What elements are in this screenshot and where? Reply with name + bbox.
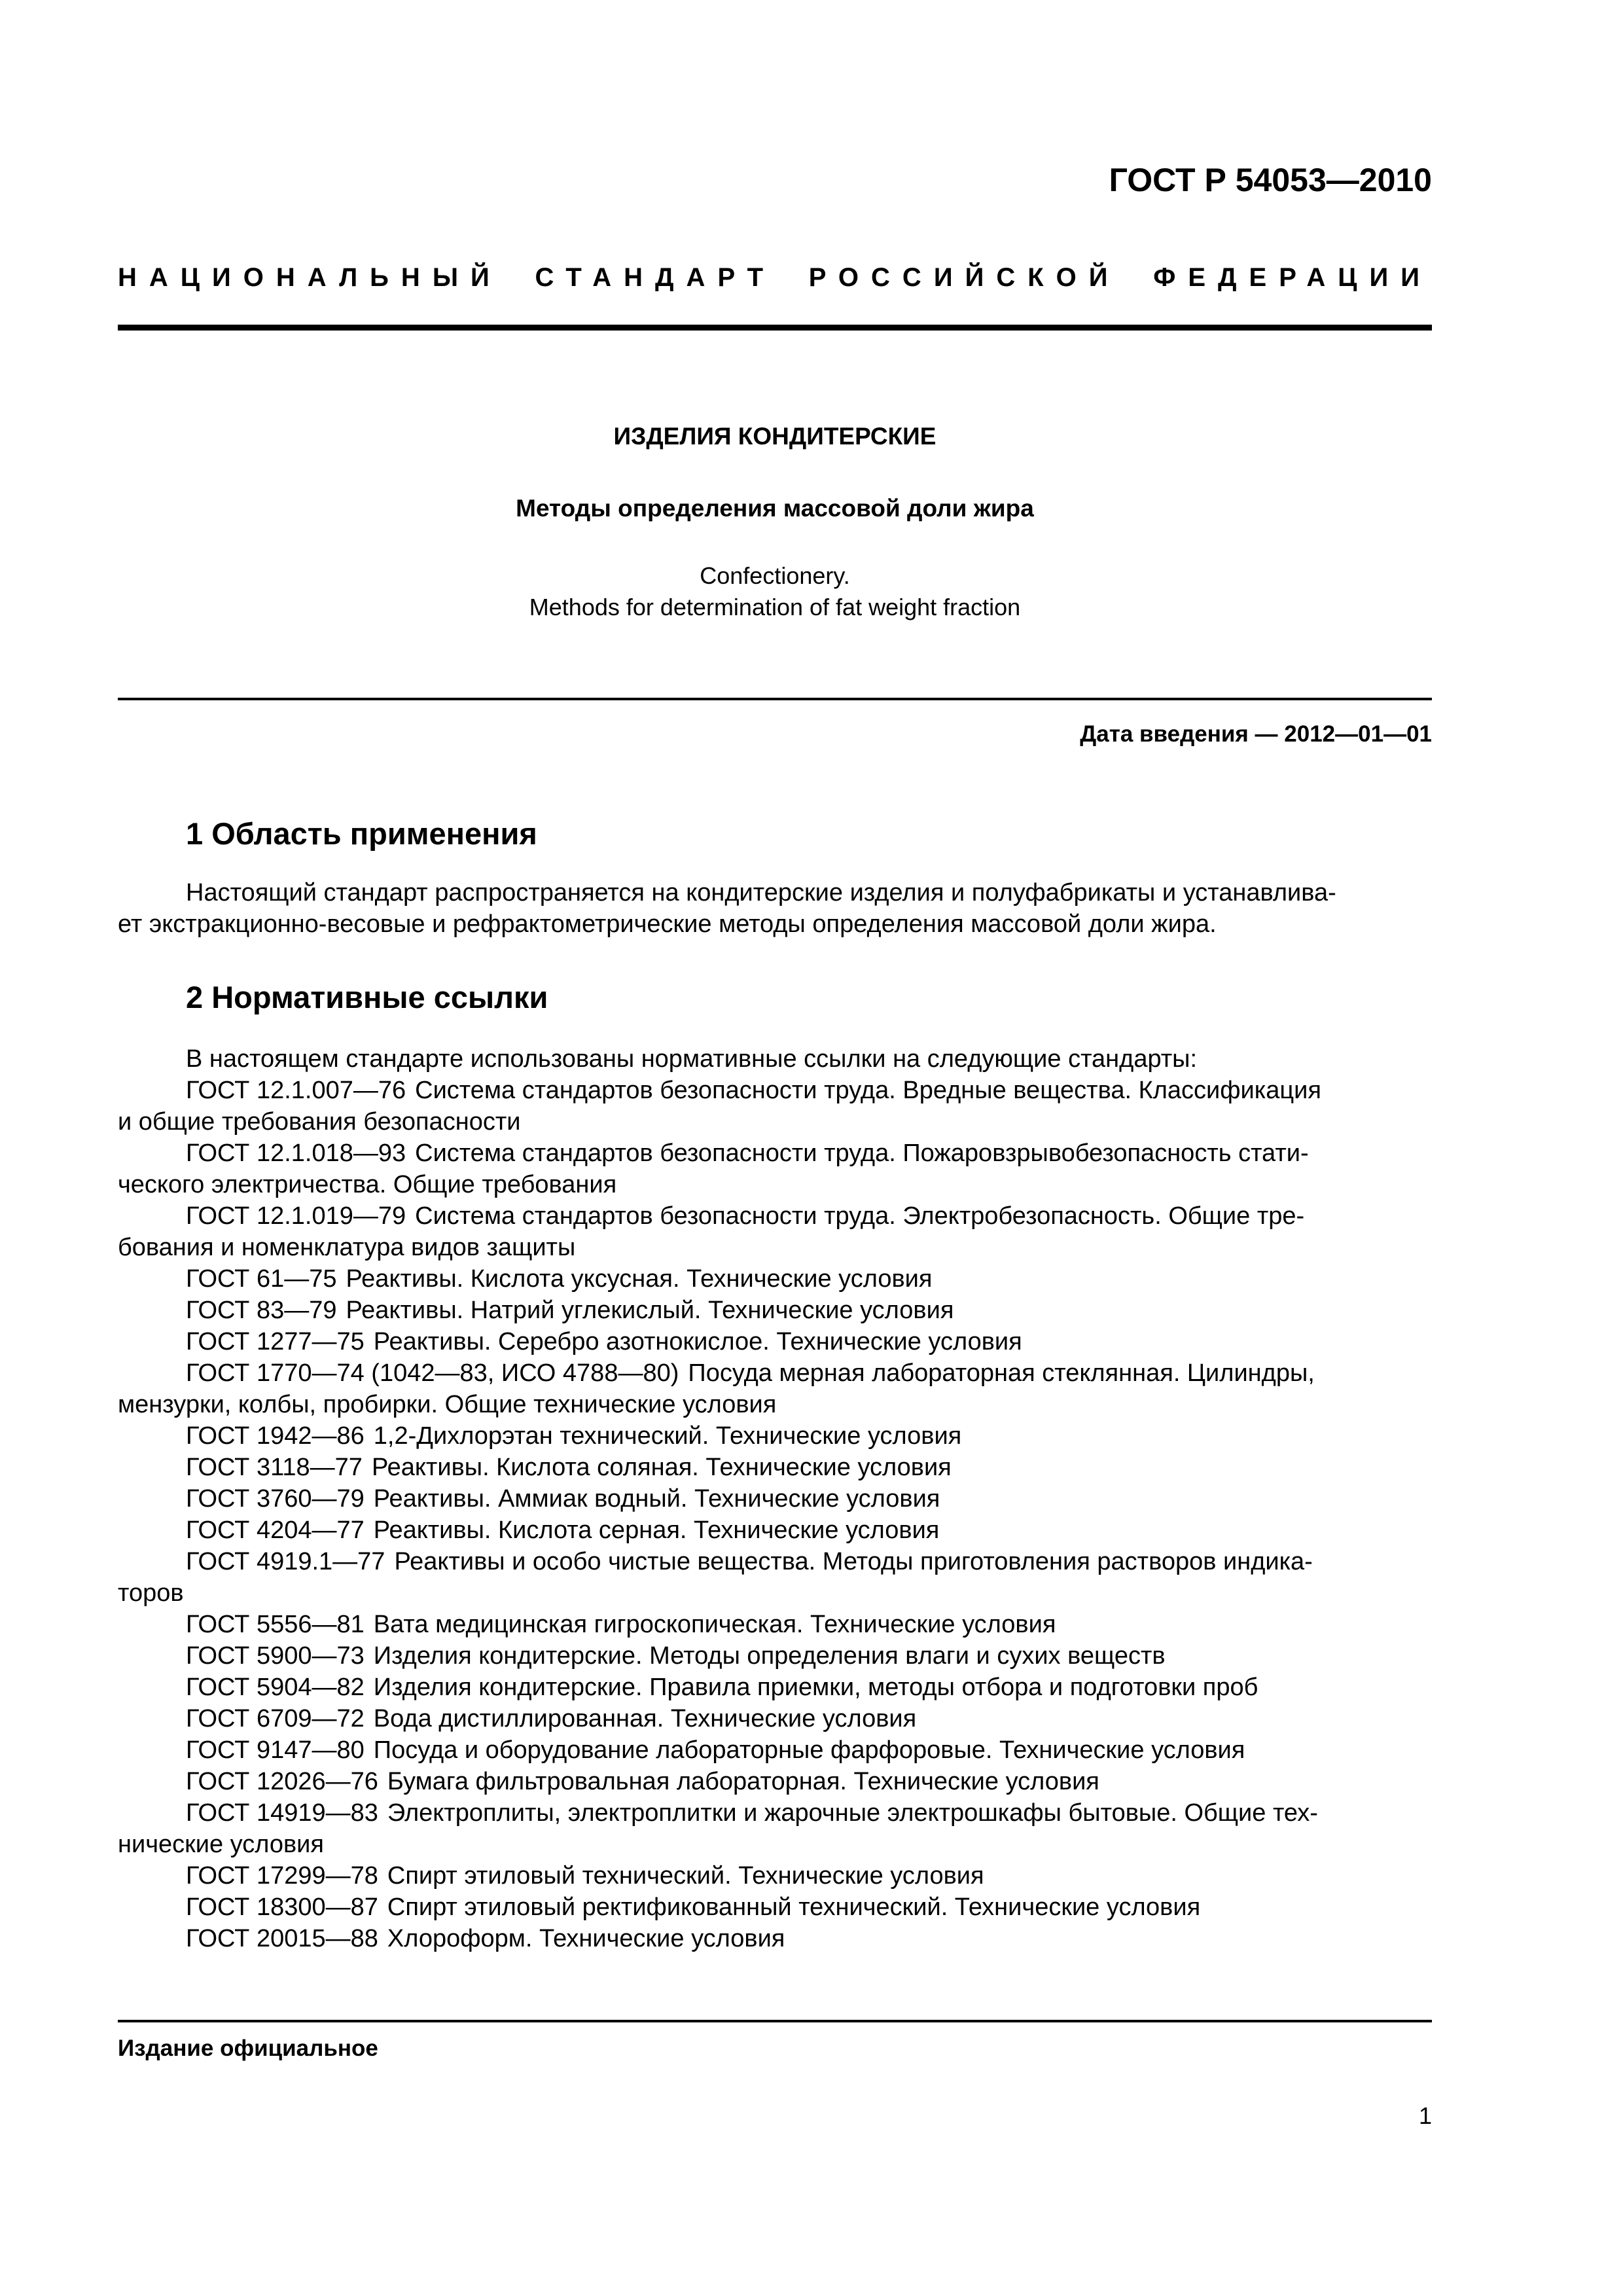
- reference-title: Спирт этиловый ректификованный технический. Технические условия: [387, 1893, 1201, 1921]
- reference-item: [118, 1892, 1432, 1923]
- title-divider: [118, 698, 1432, 700]
- reference-item: [118, 1766, 1432, 1797]
- footer-divider: [118, 2020, 1432, 2022]
- header-divider: [118, 325, 1432, 331]
- english-title-line-1: Confectionery.: [700, 562, 850, 589]
- reference-title-continuation: ческого электричества. Общие требования: [118, 1171, 617, 1198]
- national-standard-title: НАЦИОНАЛЬНЫЙ СТАНДАРТ РОССИЙСКОЙ ФЕДЕРАЦИИ: [118, 263, 1432, 292]
- reference-item: [118, 1452, 1432, 1483]
- reference-title: Вода дистиллированная. Технические условия: [373, 1705, 917, 1732]
- reference-code: ГОСТ 12.1.019—79: [186, 1202, 406, 1230]
- english-title-line-2: Methods for determination of fat weight fraction: [529, 594, 1021, 620]
- reference-title-continuation: бования и номенклатура видов защиты: [118, 1234, 576, 1261]
- reference-title: Реактивы. Серебро азотнокислое. Технические условия: [373, 1328, 1022, 1355]
- reference-title: Хлороформ. Технические условия: [387, 1925, 785, 1952]
- reference-title-continuation: и общие требования безопасности: [118, 1108, 521, 1136]
- reference-item: [118, 1326, 1432, 1357]
- reference-code: ГОСТ 17299—78: [186, 1862, 378, 1890]
- introduction-date: Дата введения — 2012—01—01: [1080, 721, 1432, 747]
- reference-item: [118, 1860, 1432, 1892]
- reference-code: ГОСТ 18300—87: [186, 1893, 378, 1921]
- reference-title: Посуда и оборудование лабораторные фарфоровые. Технические условия: [373, 1736, 1245, 1764]
- reference-code: ГОСТ 3760—79: [186, 1485, 365, 1513]
- reference-title: Система стандартов безопасности труда. Электробезопасность. Общие тре-: [415, 1202, 1305, 1230]
- reference-code: ГОСТ 4919.1—77: [186, 1548, 385, 1575]
- reference-item: [118, 1483, 1432, 1515]
- reference-code: ГОСТ 12.1.007—76: [186, 1077, 406, 1104]
- section-2-intro: В настоящем стандарте использованы нормативные ссылки на следующие стандарты:: [186, 1045, 1198, 1073]
- reference-item: [118, 1075, 1432, 1106]
- normative-references-list: [118, 1075, 1432, 1954]
- reference-title: Реактивы. Кислота соляная. Технические условия: [371, 1454, 952, 1481]
- reference-code: ГОСТ 20015—88: [186, 1925, 378, 1952]
- reference-item: [118, 1357, 1432, 1389]
- section-1-body: [118, 877, 1432, 940]
- section-1-heading: 1 Область применения: [186, 816, 537, 851]
- reference-item: [118, 1515, 1432, 1546]
- reference-code: ГОСТ 1942—86: [186, 1422, 365, 1450]
- reference-title-continuation: нические условия: [118, 1831, 324, 1858]
- reference-title: Реактивы. Аммиак водный. Технические условия: [373, 1485, 940, 1513]
- reference-title: Система стандартов безопасности труда. Вредные вещества. Классификация: [415, 1077, 1321, 1104]
- section-1-line: ет экстракционно-весовые и рефрактометрические методы определения массовой доли жира.: [118, 910, 1217, 938]
- reference-item: [118, 1672, 1432, 1703]
- reference-code: ГОСТ 61—75: [186, 1265, 337, 1293]
- reference-code: ГОСТ 12026—76: [186, 1768, 378, 1795]
- reference-title: Реактивы. Кислота уксусная. Технические условия: [346, 1265, 933, 1293]
- reference-item: [118, 1923, 1432, 1954]
- reference-title: Система стандартов безопасности труда. Пожаровзрывобезопасность стати-: [415, 1139, 1309, 1167]
- reference-item: [118, 1546, 1432, 1577]
- official-edition-label: Издание официальное: [118, 2036, 378, 2061]
- reference-code: ГОСТ 5900—73: [186, 1642, 365, 1670]
- document-title: ИЗДЕЛИЯ КОНДИТЕРСКИЕ: [613, 423, 936, 450]
- reference-title: Спирт этиловый технический. Технические условия: [387, 1862, 984, 1890]
- reference-title-continuation: торов: [118, 1579, 184, 1607]
- reference-item: [118, 1797, 1432, 1829]
- reference-code: ГОСТ 12.1.018—93: [186, 1139, 406, 1167]
- reference-title: Вата медицинская гигроскопическая. Технические условия: [373, 1611, 1056, 1638]
- reference-code: ГОСТ 1277—75: [186, 1328, 365, 1355]
- reference-item: [118, 1200, 1432, 1232]
- reference-item: [118, 1263, 1432, 1295]
- reference-item: [118, 1609, 1432, 1640]
- reference-item: [118, 1295, 1432, 1326]
- reference-title-continuation: мензурки, колбы, пробирки. Общие технические условия: [118, 1391, 777, 1418]
- english-title: [118, 560, 1432, 623]
- section-2-heading: 2 Нормативные ссылки: [186, 980, 548, 1014]
- reference-title: Реактивы и особо чистые вещества. Методы приготовления растворов индика-: [394, 1548, 1313, 1575]
- reference-title: Посуда мерная лабораторная стеклянная. Цилиндры,: [688, 1359, 1315, 1387]
- reference-title: 1,2-Дихлорэтан технический. Технические условия: [373, 1422, 962, 1450]
- reference-item: [118, 1138, 1432, 1169]
- section-2-body: [118, 1043, 1432, 1954]
- reference-code: ГОСТ 6709—72: [186, 1705, 365, 1732]
- reference-title: Реактивы. Кислота серная. Технические условия: [373, 1516, 940, 1544]
- reference-item: [118, 1420, 1432, 1452]
- document-number: ГОСТ Р 54053—2010: [1109, 162, 1432, 198]
- reference-code: ГОСТ 3118—77: [186, 1454, 363, 1481]
- reference-title: Реактивы. Натрий углекислый. Технические условия: [346, 1297, 954, 1324]
- reference-item: [118, 1640, 1432, 1672]
- reference-item: [118, 1703, 1432, 1734]
- reference-title: Электроплиты, электроплитки и жарочные электрошкафы бытовые. Общие тех-: [387, 1799, 1318, 1827]
- reference-code: ГОСТ 14919—83: [186, 1799, 378, 1827]
- reference-title: Бумага фильтровальная лабораторная. Технические условия: [387, 1768, 1099, 1795]
- reference-code: ГОСТ 1770—74 (1042—83, ИСО 4788—80): [186, 1359, 679, 1387]
- reference-code: ГОСТ 5556—81: [186, 1611, 365, 1638]
- reference-item: [118, 1734, 1432, 1766]
- reference-code: ГОСТ 4204—77: [186, 1516, 365, 1544]
- page-number: 1: [1418, 2102, 1432, 2129]
- section-1-line: Настоящий стандарт распространяется на кондитерские изделия и полуфабрикаты и устанавлива-: [186, 879, 1336, 906]
- document-subtitle: Методы определения массовой доли жира: [516, 495, 1034, 522]
- reference-title: Изделия кондитерские. Методы определения влаги и сухих веществ: [373, 1642, 1166, 1670]
- reference-code: ГОСТ 5904—82: [186, 1674, 365, 1701]
- reference-title: Изделия кондитерские. Правила приемки, методы отбора и подготовки проб: [373, 1674, 1258, 1701]
- reference-code: ГОСТ 9147—80: [186, 1736, 365, 1764]
- reference-code: ГОСТ 83—79: [186, 1297, 337, 1324]
